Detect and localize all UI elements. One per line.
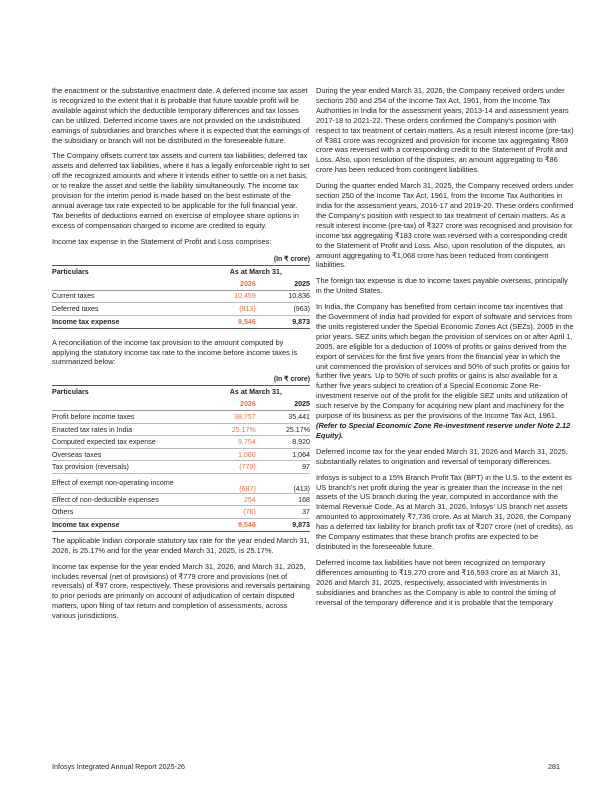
year-2026: 2026 <box>202 278 256 291</box>
sez-text: In India, the Company has benefited from certain income tax incentives that the Government of India had provided for export of software and services from the units registered under the Special Economic Zones Act (SEZs), 2005 in the prior years. SEZ units which began the provision of services on or after April 1, 2005, are eligible for a deduction of 100% of profits or gains derived from the export of services for the first five years from the financial year in which the unit commenced the provision of services and 50% of such profits or gains for further five years. Up to 50% of such profits or gains is also available for a further five years subject to creation of a Special Economic Zone Re-investment reserve out of the profit for the eligible SEZ units and utilization of such reserve by the Company for acquiring new plant and machinery for the purpose of its business as per the provisions of the Income Tax Act, 1961. <box>316 302 574 421</box>
table-row: Profit before income taxes 38,757 35,441 <box>52 411 310 424</box>
unit-label: (In ₹ crore) <box>52 373 310 386</box>
table-row: Others (76) 37 <box>52 506 310 519</box>
income-tax-expense-table <box>52 253 310 329</box>
note-reference-link[interactable]: (Refer to Special Economic Zone Re-investment reserve under Note 2.12 Equity). <box>316 421 571 440</box>
col-asat: As at March 31, <box>229 267 282 276</box>
table-total-row: Income tax expense 9,546 9,873 <box>52 315 310 328</box>
table-row: Effect of exempt non-operating income (687) (413) <box>52 473 310 493</box>
paragraph: Deferred income tax liabilities have not been recognized on temporary differences amounting to ₹19,270 crore and ₹16,593 crore as at March 31, 2026 and March 31, 2025, respectively, associated with investments in subsidiaries and branches as the Company is able to control the timing of reversal of the temporary difference and it is probable that the temporary <box>316 557 561 607</box>
table-row: Enacted tax rates in India 25.17% 25.17% <box>52 423 310 436</box>
right-column <box>316 86 574 613</box>
paragraph: During the year ended March 31, 2026, the Company received orders under sections 250 and 254 of the Income Tax Act, 1961, from the Income Tax Authorities in India for the assessment years, 2013-14 and assessment years 2017-18 to 2021-22. These orders confirmed the Company's position with respect to tax treatment of certain matters. As a result interest income (pre-tax) of ₹381 crore was recognized and provision for income tax aggregating ₹869 crore was reversed with a corresponding credit to the Statement of Profit and Loss. Also, upon resolution of the disputes, an amount aggregating to ₹86 crore has been reduced from contingent liabilities. <box>316 86 574 175</box>
paragraph: The foreign tax expense is due to income taxes payable overseas, principally in the United States. <box>316 276 568 296</box>
paragraph: The applicable Indian corporate statutory tax rate for the year ended March 31, 2026, is 25.17% and for the year ended March 31, 2025, is 25.17%. <box>52 535 310 555</box>
paragraph: During the quarter ended March 31, 2025, the Company received orders under section 250 of the Income Tax Act, 1961, from the Income Tax Authorities in India for the assessment years, 2016-17 and 2019-20. These orders confirmed the Company's position with respect to tax treatment of certain matters. As a result interest income (pre-tax) of ₹327 crore was recognised and provision for income tax aggregating ₹183 crore was reversed with a corresponding credit to the Statement of Profit and Loss. Also, upon resolution of the disputes, an amount aggregating to ₹1,068 crore has been reduced from contingent liabilities. <box>316 181 574 270</box>
year-2026: 2026 <box>202 398 256 411</box>
paragraph: A reconciliation of the income tax provision to the amount computed by applying the statutory income tax rate to the income before income taxes is summarized below: <box>52 337 298 367</box>
paragraph: Infosys is subject to a 15% Branch Profit Tax (BPT) in the U.S. to the extent its US branch's net profit during the year is greater than the increase in the net assets of the US branch during the year, computed in accordance with the Internal Revenue Code. As at March 31, 2026, Infosys' US branch net assets amounted to approximately ₹7,736 crore. As at March 31, 2026, the Company has a deferred tax liability for branch profit tax of ₹207 crore (net of credits), as the Company estimates that these branch profits are expected to be distributed in the foreseeable future. <box>316 472 573 551</box>
table-row: Deferred taxes (913) (963) <box>52 303 310 316</box>
tax-reconciliation-table <box>52 373 310 532</box>
paragraph: The Company offsets current tax assets and current tax liabilities; deferred tax assets and deferred tax liabilities, where it has a legally enforceable right to set off the recognized amounts and where it intends either to settle on a net basis, or to realize the asset and settle the liability simultaneously. The income tax provision for the interim period is made based on the best estimate of the annual average tax rate expected to be applicable for the full financial year. Tax benefits of deductions earned on exercise of employee share options in excess of compensation charged to income are credited to equity. <box>52 151 310 230</box>
paragraph <box>316 302 574 441</box>
col-particulars: Particulars <box>52 388 89 397</box>
paragraph: the enactment or the substantive enactment date. A deferred income tax asset is recognized to the extent that it is probable that future taxable profit will be available against which the deductible temporary differences and tax losses can be utilized. Deferred income taxes are not provided on the undistributed earnings of subsidiaries and branches where it is expected that the earnings of the subsidiary or branch will not be distributed in the foreseeable future. <box>52 86 310 145</box>
table-title: Income tax expense in the Statement of Profit and Loss comprises: <box>52 236 272 246</box>
paragraph: Deferred income tax for the year ended March 31, 2026 and March 31, 2025, substantially relates to origination and reversal of temporary differences. <box>316 446 568 466</box>
year-2025: 2025 <box>256 398 310 411</box>
year-2025: 2025 <box>256 278 310 291</box>
left-column <box>52 86 310 627</box>
page-number: 281 <box>548 762 560 771</box>
table-row: Overseas taxes 1,080 1,064 <box>52 448 310 461</box>
table-row: Effect of non-deductible expenses 254 168 <box>52 493 310 506</box>
table-total-row: Income tax expense 9,546 9,873 <box>52 518 310 531</box>
table-row: Current taxes 10,459 10,836 <box>52 290 310 303</box>
col-asat: As at March 31, <box>229 388 282 397</box>
unit-label: (In ₹ crore) <box>52 253 310 266</box>
report-title: Infosys Integrated Annual Report 2025-26 <box>52 762 186 771</box>
col-particulars: Particulars <box>52 267 89 276</box>
table-row: Tax provision (reversals) (779) 97 <box>52 461 310 474</box>
table-row: Computed expected tax expense 9,754 8,920 <box>52 436 310 449</box>
paragraph: Income tax expense for the year ended March 31, 2026, and March 31, 2025, includes reversal (net of provisions) of ₹779 crore and provisions (net of reversals) of ₹97 crore, respectively. These provisions and reversals pertaining to prior periods are primarily on account of adjudication of certain disputed matters, upon filing of tax return and completion of assessments, across various jurisdictions. <box>52 561 310 621</box>
